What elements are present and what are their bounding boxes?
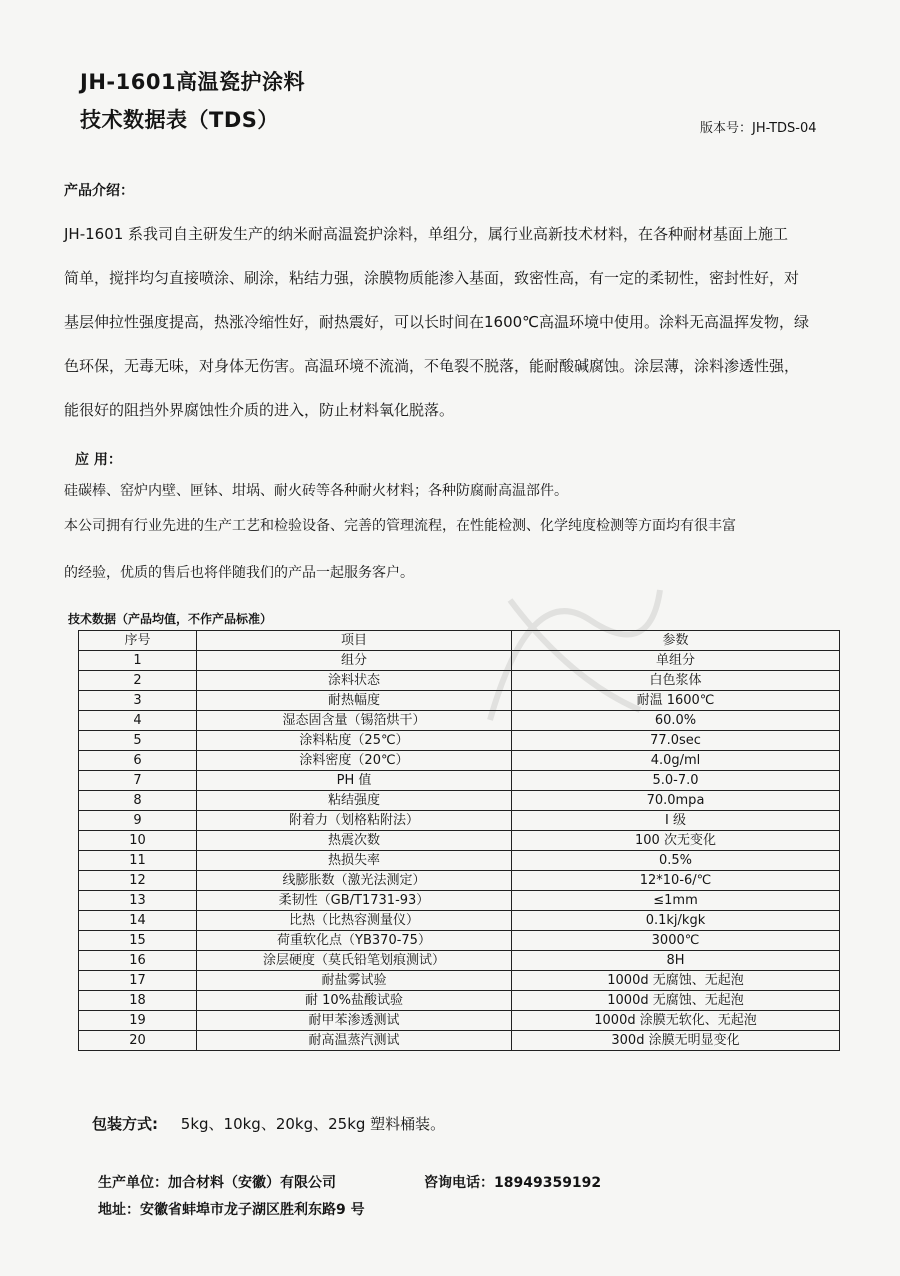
cell-param: 白色浆体 [512,671,840,691]
intro-line: 能很好的阻挡外界腐蚀性介质的进入，防止材料氧化脱落。 [64,401,455,419]
tech-data-table [78,630,840,1051]
cell-index: 8 [79,791,197,811]
packaging-value: 5kg、10kg、20kg、25kg 塑料桶装。 [180,1115,446,1133]
cell-item: 耐甲苯渗透测试 [197,1011,512,1031]
manufacturer: 生产单位：加合材料（安徽）有限公司 [98,1175,336,1191]
cell-index: 20 [79,1031,197,1051]
cell-param: I 级 [512,811,840,831]
cell-item: 柔韧性（GB/T1731-93） [197,891,512,911]
cell-item: 耐热幅度 [197,691,512,711]
table-row [79,991,840,1011]
table-row [79,711,840,731]
company-description-line: 的经验，优质的售后也将伴随我们的产品一起服务客户。 [64,565,414,581]
address: 地址：安徽省蚌埠市龙子湖区胜利东路9 号 [98,1202,365,1218]
table-row [79,971,840,991]
table-row [79,951,840,971]
cell-param: 0.1kj/kgk [512,911,840,931]
intro-line: 简单，搅拌均匀直接喷涂、刷涂，粘结力强，涂膜物质能渗入基面，致密性高，有一定的柔韧性，密封性好，对 [64,269,800,287]
table-row [79,871,840,891]
table-header-row [79,631,840,651]
cell-param: 0.5% [512,851,840,871]
cell-param: 4.0g/ml [512,751,840,771]
intro-heading: 产品介绍： [64,183,134,199]
cell-param: 3000℃ [512,931,840,951]
application-heading: 应 用： [75,452,122,468]
cell-param: 70.0mpa [512,791,840,811]
cell-item: 粘结强度 [197,791,512,811]
intro-line: 色环保，无毒无味，对身体无伤害。高温环境不流淌，不龟裂不脱落，能耐酸碱腐蚀。涂层薄，涂料渗透性强， [64,357,800,375]
cell-index: 6 [79,751,197,771]
cell-item: 涂层硬度（莫氏铅笔划痕测试） [197,951,512,971]
cell-param: 1000d 无腐蚀、无起泡 [512,971,840,991]
cell-item: 耐盐雾试验 [197,971,512,991]
table-row [79,811,840,831]
table-row [79,931,840,951]
table-row [79,791,840,811]
cell-param: 77.0sec [512,731,840,751]
table-row [79,671,840,691]
cell-item: 热损失率 [197,851,512,871]
column-header-index: 序号 [79,631,197,651]
cell-index: 16 [79,951,197,971]
column-header-item: 项目 [197,631,512,651]
table-row [79,1031,840,1051]
tech-data-heading: 技术数据（产品均值，不作产品标准） [68,612,273,626]
cell-item: 耐高温蒸汽测试 [197,1031,512,1051]
document-title: JH-1601高温瓷护涂料 [80,70,306,94]
cell-param: 1000d 无腐蚀、无起泡 [512,991,840,1011]
cell-item: PH 值 [197,771,512,791]
cell-item: 组分 [197,651,512,671]
cell-item: 附着力（划格粘附法） [197,811,512,831]
intro-line: JH-1601 系我司自主研发生产的纳米耐高温瓷护涂料，单组分，属行业高新技术材料，在各种耐材基面上施工 [64,225,789,243]
cell-index: 1 [79,651,197,671]
table-row [79,751,840,771]
cell-param: 5.0-7.0 [512,771,840,791]
table-row [79,831,840,851]
cell-param: 8H [512,951,840,971]
cell-index: 12 [79,871,197,891]
packaging [92,1113,445,1134]
cell-param: 单组分 [512,651,840,671]
cell-index: 9 [79,811,197,831]
cell-param: ≤1mm [512,891,840,911]
cell-item: 热震次数 [197,831,512,851]
cell-index: 18 [79,991,197,1011]
table-row [79,1011,840,1031]
table-row [79,851,840,871]
cell-param: 300d 涂膜无明显变化 [512,1031,840,1051]
cell-index: 15 [79,931,197,951]
table-row [79,691,840,711]
cell-item: 比热（比热容测量仪） [197,911,512,931]
cell-item: 涂料粘度（25℃） [197,731,512,751]
cell-item: 湿态固含量（锡箔烘干） [197,711,512,731]
cell-index: 10 [79,831,197,851]
cell-index: 13 [79,891,197,911]
intro-line: 基层伸拉性强度提高，热涨冷缩性好，耐热震好，可以长时间在1600℃高温环境中使用。涂料无高温挥发物，绿 [64,313,810,331]
cell-param: 12*10-6/℃ [512,871,840,891]
cell-item: 荷重软化点（YB370-75） [197,931,512,951]
table-body [79,651,840,1051]
cell-index: 14 [79,911,197,931]
table-row [79,911,840,931]
table-row [79,771,840,791]
cell-item: 耐 10%盐酸试验 [197,991,512,1011]
cell-index: 17 [79,971,197,991]
cell-param: 60.0% [512,711,840,731]
intro-paragraph [64,222,844,442]
cell-index: 11 [79,851,197,871]
phone-number: 咨询电话：18949359192 [424,1175,602,1191]
table-row [79,891,840,911]
cell-index: 2 [79,671,197,691]
table-row [79,651,840,671]
version-number: 版本号：JH-TDS-04 [700,121,817,136]
cell-param: 100 次无变化 [512,831,840,851]
cell-index: 4 [79,711,197,731]
cell-param: 耐温 1600℃ [512,691,840,711]
cell-index: 5 [79,731,197,751]
table-row [79,731,840,751]
company-description-line: 本公司拥有行业先进的生产工艺和检验设备、完善的管理流程，在性能检测、化学纯度检测等方面均有很丰富 [64,518,736,534]
packaging-label: 包装方式: [92,1115,158,1133]
cell-item: 涂料状态 [197,671,512,691]
cell-index: 19 [79,1011,197,1031]
application-line: 硅碳棒、窑炉内壁、匣钵、坩埚、耐火砖等各种耐火材料；各种防腐耐高温部件。 [64,483,568,499]
cell-index: 7 [79,771,197,791]
cell-param: 1000d 涂膜无软化、无起泡 [512,1011,840,1031]
document-subtitle: 技术数据表（TDS） [80,108,279,132]
column-header-param: 参数 [512,631,840,651]
cell-item: 线膨胀数（激光法测定） [197,871,512,891]
cell-item: 涂料密度（20℃） [197,751,512,771]
cell-index: 3 [79,691,197,711]
